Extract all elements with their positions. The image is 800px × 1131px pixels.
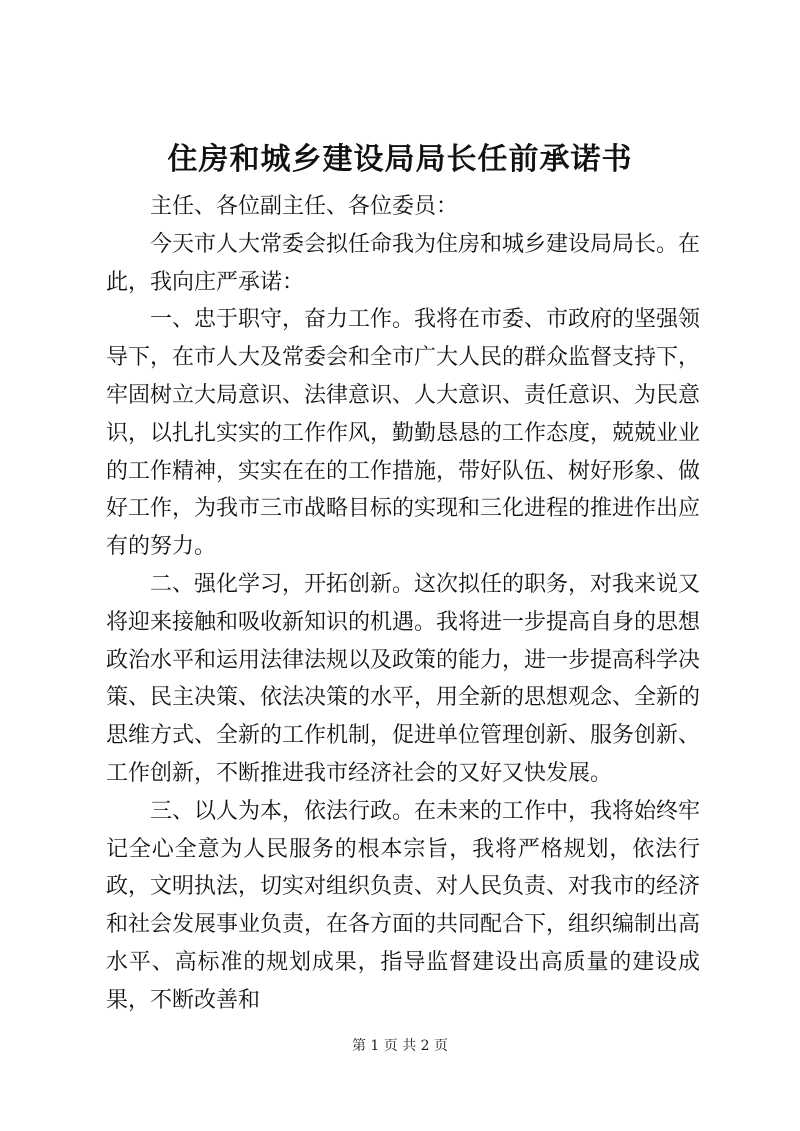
paragraph-intro: 今天市人大常委会拟任命我为住房和城乡建设局局长。在此，我向庄严承诺： bbox=[106, 231, 701, 295]
page-footer: 第 1 页 共 2 页 bbox=[351, 1038, 449, 1054]
paragraph-commitment-1: 一、忠于职守，奋力工作。我将在市委、市政府的坚强领导下，在市人大及常委会和全市广大人民的群众监督支持下，牢固树立大局意识、法律意识、人大意识、责任意识、为民意识，以扎扎实实的工作作风，勤勤恳恳的工作态度，兢兢业业的工作精神，实实在在的工作措施，带好队伍、树好形象、做好工作，为我市三市战略目标的实现和三化进程的推进作出应有的努力。 bbox=[106, 307, 701, 560]
paragraph-commitment-2: 二、强化学习，开拓创新。这次拟任的职务，对我来说又将迎来接触和吸收新知识的机遇。我将进一步提高自身的思想政治水平和运用法律法规以及政策的能力，进一步提高科学决策、民主决策、依法决策的水平，用全新的思想观念、全新的思维方式、全新的工作机制，促进单位管理创新、服务创新、工作创新，不断推进我市经济社会的又好又快发展。 bbox=[106, 571, 701, 786]
document-title: 住房和城乡建设局局长任前承诺书 bbox=[167, 142, 633, 177]
document-body bbox=[106, 188, 700, 1020]
paragraph-commitment-3: 三、以人为本，依法行政。在未来的工作中，我将始终牢记全心全意为人民服务的根本宗旨，我将严格规划，依法行政，文明执法，切实对组织负责、对人民负责、对我市的经济和社会发展事业负责，在各方面的共同配合下，组织编制出高水平、高标准的规划成果，指导监督建设出高质量的建设成果，不断改善和 bbox=[106, 798, 701, 1013]
salutation: 主任、各位副主任、各位委员： bbox=[150, 194, 459, 219]
